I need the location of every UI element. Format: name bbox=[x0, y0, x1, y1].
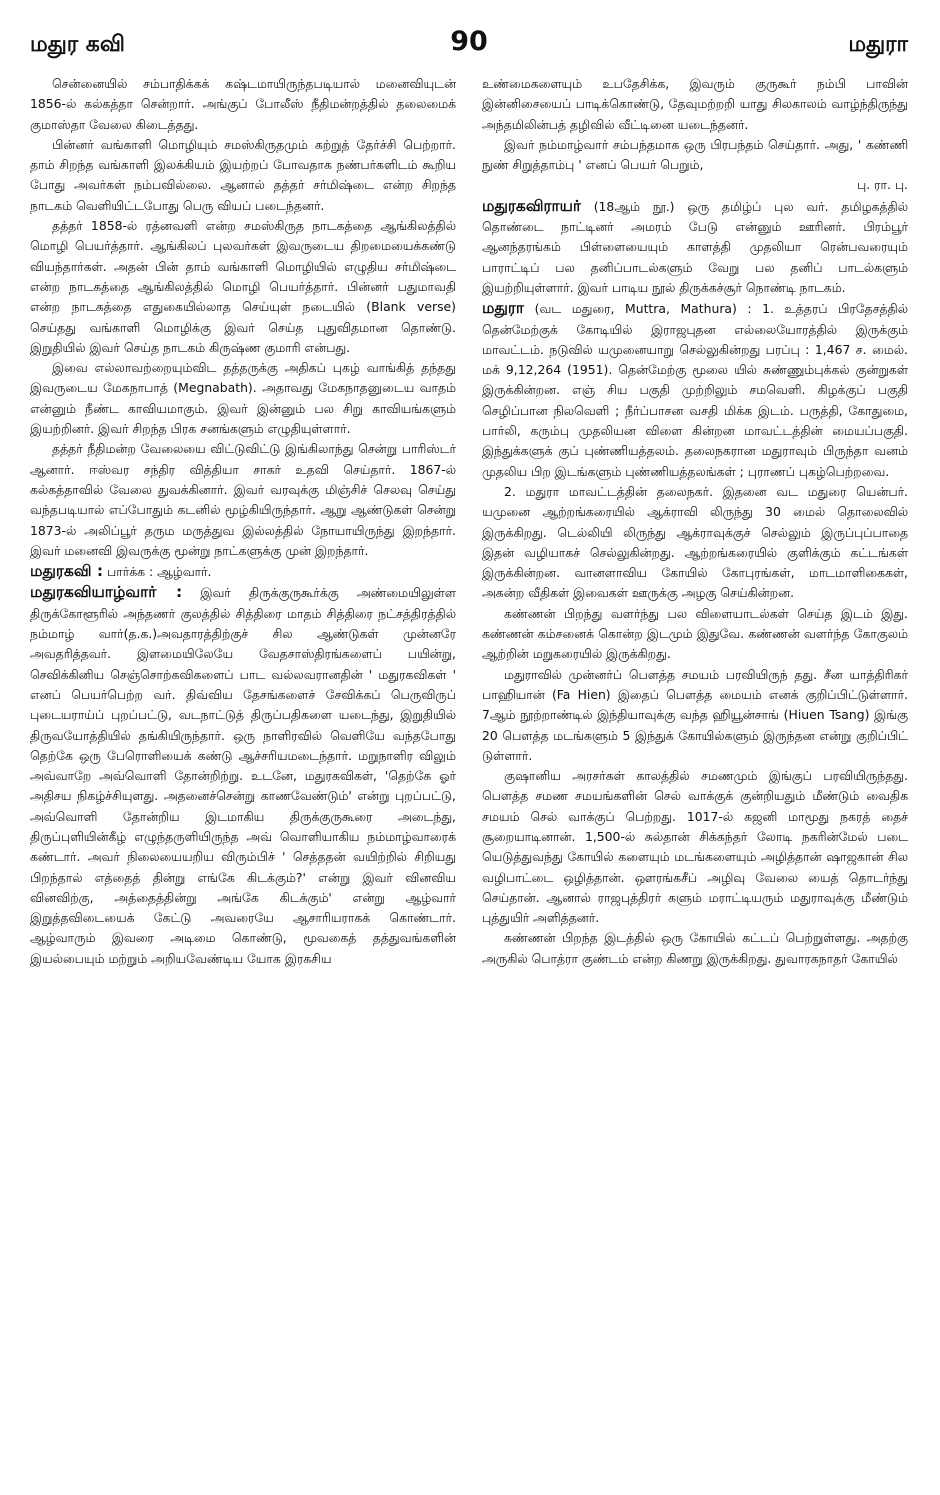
entry-madhurakavi-alvar bbox=[30, 582, 456, 969]
paragraph-bengali: பின்னர் வங்காளி மொழியும் சமஸ்கிருதமும் கற்றுத் தேர்ச்சி பெற்றார். தாம் சிறந்த வங்காளி இலக்கியம் இயற்றப் போவதாக நண்பர்களிடம் கூறிய போது அவர்கள் நம்பவில்லை. ஆனால் தத்தர் சர்மிஷ்டை என்ற சிறந்த நாடகம் வெளியிட்டபோது பெரு வியப் படைந்தனர். bbox=[30, 136, 456, 213]
paragraph-capital: 2. மதுரா மாவட்டத்தின் தலைநகர். இதனை வட மதுரை யென்பர். யமுனை ஆற்றங்கரையில் ஆக்ராவி லிருந்து 30 மைல் தொலைவில் இருக்கிறது. டெல்லியி லிருந்து ஆக்ராவுக்குச் செல்லும் இருப்புப்பாதை இதன் வழியாகச் செல்லுகின்றது. ஆற்றங்கரையில் குளிக்கும் கட்டங்கள் இருக்கின்றன. வானளாவிய கோயில் கோபுரங்கள், மாடமாளிகைகள், அகன்ற வீதிகள் இவைகள் ஊருக்கு அழகு செய்கின்றன. bbox=[482, 483, 908, 601]
entry-headword: மதுரகவி : bbox=[30, 562, 104, 581]
header-left-keyword: மதுர கவி bbox=[30, 32, 125, 57]
paragraph-chennai: சென்னையில் சம்பாதிக்கக் கஷ்டமாயிருந்தபடியால் மனைவியுடன் 1856-ல் கல்கத்தா சென்றார். அங்குப் போலீஸ் நீதிமன்றத்தில் தலைமைக் குமாஸ்தா வேலை கிடைத்தது. bbox=[30, 76, 456, 132]
entry-mathura bbox=[482, 298, 908, 482]
page-number: 90 bbox=[450, 26, 488, 57]
entry-headword: மதுரகவிராயர் bbox=[482, 196, 581, 215]
paragraph-barrister: தத்தர் நீதிமன்ற வேலையை விட்டுவிட்டு இங்கிலாந்து சென்று பாரிஸ்டர் ஆனார். ஈஸ்வர சந்திர வித்தியா சாகர் உதவி செய்தார். 1867-ல் கல்கத்தாவில் வேலை துவக்கினார். இவர் வரவுக்கு மிஞ்சிச் செலவு செய்து வந்தபடியால் எப்போதும் கடனில் மூழ்கியிருந்தார். ஆறு ஆண்டுகள் சென்று 1873-ல் அலிப்பூர் தரும மருத்துவ இல்லத்தில் நோயாயிருந்து இறந்தார். இவர் மனைவி இவருக்கு மூன்று நாட்களுக்கு முன் இறந்தார். bbox=[30, 441, 456, 558]
paragraph-krishna: கண்ணன் பிறந்து வளர்ந்து பல விளையாடல்கள் செய்த இடம் இது. கண்ணன் கம்சனைக் கொன்ற இடமும் இதுவே. கண்ணன் வளர்ந்த கோகுலம் ஆற்றின் மறுகரையில் இருக்கிறது. bbox=[482, 605, 908, 662]
page-header bbox=[30, 22, 908, 74]
header-right-keyword: மதுரா bbox=[848, 32, 908, 57]
author-initials: பு. ரா. பு. bbox=[856, 177, 908, 193]
left-column bbox=[30, 74, 456, 969]
entry-madhurakavi bbox=[30, 561, 456, 582]
paragraph-continuation: உண்மைகளையும் உபதேசிக்க, இவரும் குருகூர் நம்பி பாவின் இன்னிசையைப் பாடிக்கொண்டு, தேவுமற்றறி யாது சிலகாலம் வாழ்ந்திருந்து அந்தமிலின்பத் தழிவில் வீட்டினை யடைந்தனர். bbox=[482, 76, 908, 132]
paragraph-temple: கண்ணன் பிறந்த இடத்தில் ஒரு கோயில் கட்டப் பெற்றுள்ளது. அதற்கு அருகில் பொத்ரா குண்டம் என்ற கிணறு இருக்கிறது. துவாரகநாதர் கோயில் bbox=[482, 930, 908, 966]
paragraph-history: குஷானிய அரசர்கள் காலத்தில் சமணமும் இங்குப் பரவியிருந்தது. பௌத்த சமண சமயங்களின் செல் வாக்குக் குன்றியதும் மீண்டும் வைதிக சமயம் செல் வாக்குப் பெற்றது. 1017-ல் கஜனி மாமூது நகரத் தைச் சூறையாடினான். 1,500-ல் சுல்தான் சிக்கந்தர் லோடி நகரின்மேல் படை யெடுத்துவந்து கோயில் களையும் மடங்களையும் அழித்தான் ஷாஜகான் சில வழிபாட்டை ஒழித்தான். ஔரங்கசீப் அழிவு வேலை யைத் தொடர்ந்து செய்தான். ஆனால் ராஜபுத்திரர் களும் மராட்டியரும் மதுராவுக்கு மீண்டும் புத்துயிர் அளித்தனர். bbox=[482, 768, 908, 926]
entry-headword: மதுரா bbox=[482, 299, 525, 318]
entry-text: பார்க்க : ஆழ்வார். bbox=[107, 564, 212, 580]
entry-headword: மதுரகவியாழ்வார் : bbox=[30, 583, 183, 602]
paragraph-prabandham: இவர் நம்மாழ்வார் சம்பந்தமாக ஒரு பிரபந்தம் செய்தார். அது, ' கண்ணி நுண் சிறுத்தாம்பு ' எனப் பெயர் பெறும், bbox=[482, 136, 908, 173]
paragraph-buddhism: மதுராவில் முன்னர்ப் பௌத்த சமயம் பரவியிருந் தது. சீன யாத்திரிகர் பாஹியான் (Fa Hien) இதைப் பௌத்த மையம் எனக் குறிப்பிட்டுள்ளார். 7ஆம் நூற்றாண்டில் இந்தியாவுக்கு வந்த ஹியூன்சாங் (Hiuen Tsang) இங்கு 20 பௌத்த மடங்களும் 5 இந்துக் கோயில்களும் இருந்தன என்று குறிப்பிட் டுள்ளார். bbox=[482, 666, 908, 763]
paragraph-megnabath: இவை எல்லாவற்றையும்விட தத்தருக்கு அதிகப் புகழ் வாங்கித் தந்தது இவருடைய மேகநாபாத் (Megnabath). அதாவது மேகநாதனுடைய வாதம் என்னும் நீண்ட காவியமாகும். இவர் இன்னும் பல சிறு காவியங்களும் இயற்றினர். இவர் சிறந்த பிரக சனங்களும் எழுதியுள்ளார். bbox=[30, 360, 456, 437]
entry-text: (18ஆம் நூ.) ஒரு தமிழ்ப் புல வர். தமிழகத்தில் தொண்டை நாட்டினர் அமரம் பேடு என்னும் ஊரினர். பிரம்பூர் ஆனந்தரங்கம் பிள்ளையையும் காளத்தி முதலியா ரென்பவரையும் பாராட்டிப் பல தனிப்பாடல்களும் வேறு பல தனிப் பாடல்களும் இயற்றியுள்ளார். இவர் பாடிய நூல் திருக்கச்சூர் நொண்டி நாடகம். bbox=[482, 198, 908, 295]
two-column-body bbox=[30, 74, 908, 969]
paragraph-ratnavali: தத்தர் 1858-ல் ரத்னவளி என்ற சமஸ்கிருத நாடகத்தை ஆங்கிலத்தில் மொழி பெயர்த்தார். ஆங்கிலப் புலவர்கள் இவருடைய திறமையைக்கண்டு வியந்தார்கள். அதன் பின் தாம் வங்காளி மொழியில் எழுதிய சர்மிஷ்டை என்ற நாடகத்தை ஆங்கிலத்தில் மொழி பெயர்த்தார். பின்னர் பதுமாவதி என்ற நாடகத்தை எதுகையில்லாத செய்யுள் நடையில் (Blank verse) செய்தது வங்காளி மொழிக்கு இவர் செய்த புதுவிதமான தொண்டு. இறுதியில் இவர் செய்த நாடகம் கிருஷ்ண குமாரி என்பது. bbox=[30, 218, 456, 355]
entry-text: (வட மதுரை, Muttra, Mathura) : 1. உத்தரப் பிரதேசத்தில் தென்மேற்குக் கோடியில் இராஜபுதன எல்லையோரத்தில் இருக்கும் மாவட்டம். நடுவில் யமுனையாறு செல்லுகின்றது பரப்பு : 1,467 ச. மைல். மக் 9,12,264 (1951). தென்மேற்கு மூலை யில் சுண்ணும்புக்கல் குன்றுகள் இருக்கின்றன. எஞ் சிய பகுதி முற்றிலும் சமவெளி. கிழக்குப் பகுதி செழிப்பான நிலவெளி ; நீர்ப்பாசன வசதி மிக்க இடம். பருத்தி, கோதுமை, பார்லி, கரும்பு முதலியன விளை கின்றன மாவட்டத்தின் மையப்பகுதி. இந்துக்களுக் குப் புண்ணியத்தலம். தலைநகரான மதுராவும் பிருந்தா வனம் முதலிய பிற இடங்களும் புண்ணியத்தலங்கள் ; புராணப் புகழ்பெற்றவை. bbox=[482, 301, 908, 479]
entry-madhurakaviraayar bbox=[482, 196, 908, 298]
right-column bbox=[482, 74, 908, 969]
entry-text: இவர் திருக்குருகூர்க்கு அண்மையிலுள்ள திருக்கோளூரில் அந்தணர் குலத்தில் சித்திரை மாதம் சித்திரை நட்சத்திரத்தில் நம்மாழ் வார்(த.க.)அவதாரத்திற்குச் சில ஆண்டுகள் முன்னரே அவதரித்தவர். இளமையிலேயே வேதசாஸ்திரங்களைப் பயின்று, செவிக்கினிய செஞ்சொற்கவிகளைப் பாட வல்லவரானதின் ' மதுரகவிகள் ' எனப் பெயர்பெற்ற வர். திவ்விய தேசங்களைச் சேவிக்கப் பெருவிருப் புடையராய்ப் புறப்பட்டு, வடநாட்டுத் திருப்பதிகளை யடைந்து, இறுதியில் திருவயோத்தியில் தங்கியிருந்தார். ஒரு நாளிரவில் வெளியே வந்தபோது தெற்கே ஒரு பேரொளியைக் கண்டு ஆச்சரியமடைந்தார். மறுநாளிர விலும் அவ்வாறே அவ்வொளி தோன்றிற்று. உடனே, மதுரகவிகள், 'தெற்கே ஓர் அதிசய நிகழ்ச்சியுளது. அதனைச்சென்று காணவேண்டும்' என்று புறப்பட்டு, அவ்வொளி தோன்றிய இடமாகிய திருக்குருகூரை அடைந்து, திருப்புளியின்கீழ் எழுந்தருளியிருந்த அவ் வொளியாகிய நம்மாழ்வாரைக் கண்டார். அவர் நிலையையறிய விரும்பிச் ' செத்ததன் வயிற்றில் சிறியது பிறந்தால் எத்தைத் தின்று எங்கே கிடக்கும்?' என்று இவர் வினவிய வினவிற்கு, அத்தைத்தின்று அங்கே கிடக்கும்' என்று ஆழ்வார் இறுத்தவிடையைக் கேட்டு அவரையே ஆசாரியராகக் கொண்டார். ஆழ்வாரும் இவரை அடிமை கொண்டு, மூவகைத் தத்துவங்களின் இயல்பையும் மற்றும் அறியவேண்டிய யோக இரகசிய bbox=[30, 585, 456, 966]
